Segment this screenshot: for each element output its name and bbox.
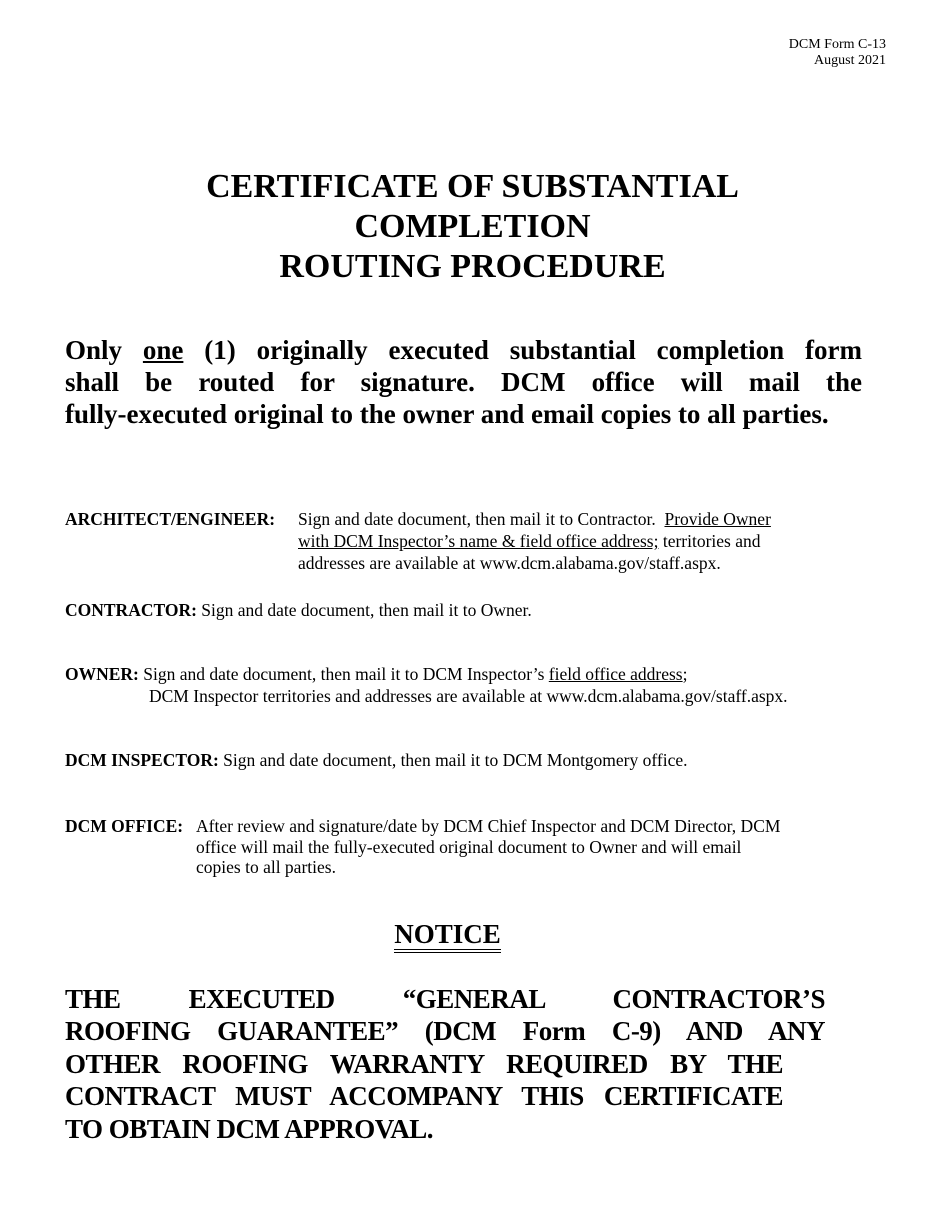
notice-heading: [0, 918, 895, 950]
notice-line-5: TO OBTAIN DCM APPROVAL.: [65, 1113, 434, 1144]
form-date: August 2021: [814, 53, 886, 68]
dcm-office-line-1: After review and signature/date by DCM Chief Inspector and DCM Director, DCM: [196, 816, 781, 836]
contractor-label: CONTRACTOR:: [65, 600, 197, 620]
notice-warning: [65, 983, 825, 1145]
lead-line-2: shall be routed for signature. DCM office will mail the: [65, 367, 862, 397]
ae-line-2: [298, 530, 838, 552]
lead-line-3: fully-executed original to the owner and email copies to all parties.: [65, 399, 829, 429]
notice-line-3: OTHER ROOFING WARRANTY REQUIRED BY THE: [65, 1048, 783, 1079]
dcm-office-line-2: office will mail the fully-executed original document to Owner and will email: [196, 836, 742, 857]
ae-line-1: [298, 508, 838, 530]
dcm-inspector-instructions: [65, 749, 688, 771]
owner-text-1: Sign and date document, then mail it to DCM Inspector’s: [143, 664, 545, 684]
ae-underlined-a: Provide Owner: [664, 509, 771, 529]
owner-instructions: [65, 663, 788, 707]
architect-engineer-instructions: [298, 508, 838, 574]
lead-instruction: [65, 334, 862, 430]
contractor-instructions: [65, 599, 532, 621]
ae-text-1: Sign and date document, then mail it to Contractor.: [298, 509, 656, 529]
notice-line-4: CONTRACT MUST ACCOMPANY THIS CERTIFICATE: [65, 1081, 783, 1112]
dcm-office-line-3: copies to all parties.: [196, 857, 336, 877]
title-line-3: ROUTING PROCEDURE: [279, 248, 666, 285]
notice-heading-text: NOTICE: [394, 919, 501, 953]
dcm-office-instructions: [196, 816, 836, 878]
lead-only: Only: [65, 335, 123, 365]
lead-one-underlined: one: [142, 335, 184, 365]
dcm-inspector-text: Sign and date document, then mail it to DCM Montgomery office.: [223, 750, 688, 770]
notice-line-2: ROOFING GUARANTEE” (DCM Form C-9) AND ANY: [65, 1016, 825, 1047]
ae-line-3: addresses are available at www.dcm.alabama.gov/staff.aspx.: [298, 553, 721, 573]
document-title: [0, 167, 945, 287]
lead-line-1-rest: (1) originally executed substantial completion form: [204, 335, 862, 365]
title-line-2: COMPLETION: [354, 208, 591, 245]
contractor-text: Sign and date document, then mail it to Owner.: [201, 600, 532, 620]
title-line-1: CERTIFICATE OF SUBSTANTIAL: [206, 168, 739, 205]
owner-semicolon: ;: [682, 664, 688, 684]
owner-label: OWNER:: [65, 664, 139, 684]
form-identifier: [789, 37, 886, 69]
dcm-office-label: DCM OFFICE:: [65, 816, 184, 836]
architect-engineer-label: ARCHITECT/ENGINEER:: [65, 509, 276, 529]
owner-line-1: [65, 663, 788, 685]
notice-line-1: THE EXECUTED “GENERAL CONTRACTOR’S: [65, 984, 825, 1014]
lead-line-1: [65, 334, 862, 366]
ae-text-2: territories and: [662, 531, 761, 551]
owner-line-2: DCM Inspector territories and addresses are available at www.dcm.alabama.gov/staff.aspx.: [149, 686, 788, 706]
form-number: DCM Form C-13: [788, 37, 886, 52]
owner-underlined: field office address: [548, 664, 683, 684]
ae-underlined-b: with DCM Inspector’s name & field office address;: [298, 531, 659, 551]
dcm-inspector-label: DCM INSPECTOR:: [65, 750, 219, 770]
